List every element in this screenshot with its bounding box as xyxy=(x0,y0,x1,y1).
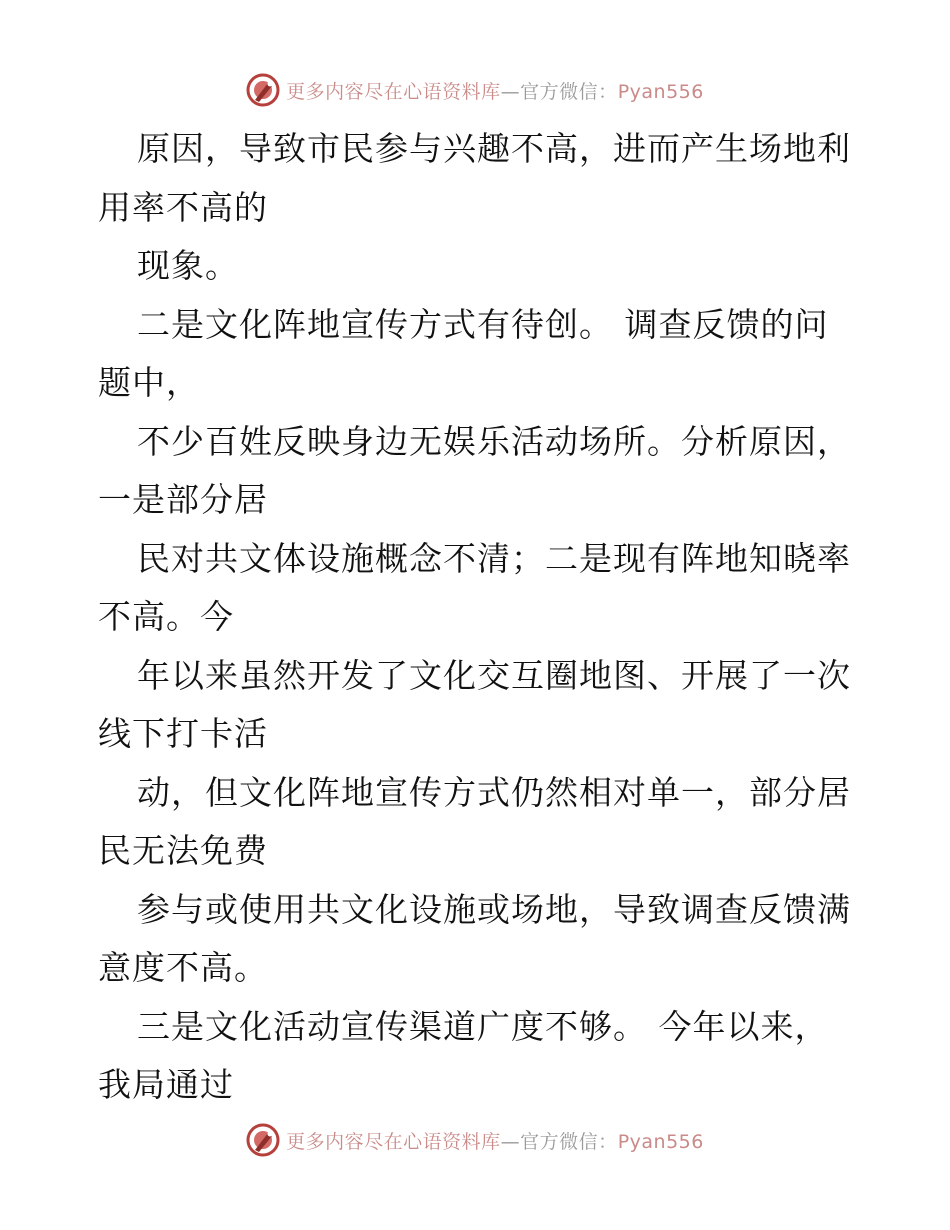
pen-nib-logo-icon xyxy=(246,73,280,107)
watermark-wechat-label: 官方微信： xyxy=(520,1130,618,1153)
document-body xyxy=(98,120,858,1115)
watermark-site-text: 更多内容尽在心语资料库 xyxy=(286,1130,501,1153)
text-line: 参与或使用共文化设施或场地，导致调查反馈满 xyxy=(137,889,851,929)
watermark-wechat-id: Pyan556 xyxy=(617,80,704,103)
text-line: 不高。今 xyxy=(98,597,234,636)
text-line: 三是文化活动宣传渠道广度不够。 今年以来， xyxy=(137,1006,829,1046)
watermark-wechat-label: 官方微信： xyxy=(520,80,618,103)
watermark-wechat-id: Pyan556 xyxy=(617,1130,704,1153)
text-line: 民无法免费 xyxy=(98,831,268,870)
text-line: 不少百姓反映身边无娱乐活动场所。分析原因， xyxy=(137,421,851,461)
text-line: 一是部分居 xyxy=(98,480,268,519)
watermark-site-text: 更多内容尽在心语资料库 xyxy=(286,80,501,103)
text-line: 民对共文体设施概念不清；二是现有阵地知晓率 xyxy=(137,538,851,578)
text-line: 题中， xyxy=(98,363,200,402)
text-line: 年以来虽然开发了文化交互圈地图、开展了一次 xyxy=(137,655,851,695)
text-line: 二是文化阵地宣传方式有待创。 调查反馈的问 xyxy=(137,304,829,344)
watermark-text xyxy=(286,77,704,104)
text-line: 用率不高的 xyxy=(98,187,268,227)
text-line: 线下打卡活 xyxy=(98,714,268,753)
watermark-text xyxy=(286,1127,704,1154)
text-line: 现象。 xyxy=(137,246,239,285)
text-line: 意度不高。 xyxy=(98,948,268,987)
watermark-header xyxy=(0,70,950,110)
text-line: 动，但文化阵地宣传方式仍然相对单一，部分居 xyxy=(137,772,851,812)
watermark-dash: — xyxy=(500,80,521,103)
text-line: 原因，导致市民参与兴趣不高，进而产生场地利 xyxy=(137,129,851,168)
watermark-dash: — xyxy=(500,1130,521,1153)
pen-nib-logo-icon xyxy=(246,1123,280,1157)
text-line: 我局通过 xyxy=(98,1065,234,1104)
watermark-footer xyxy=(0,1120,950,1160)
